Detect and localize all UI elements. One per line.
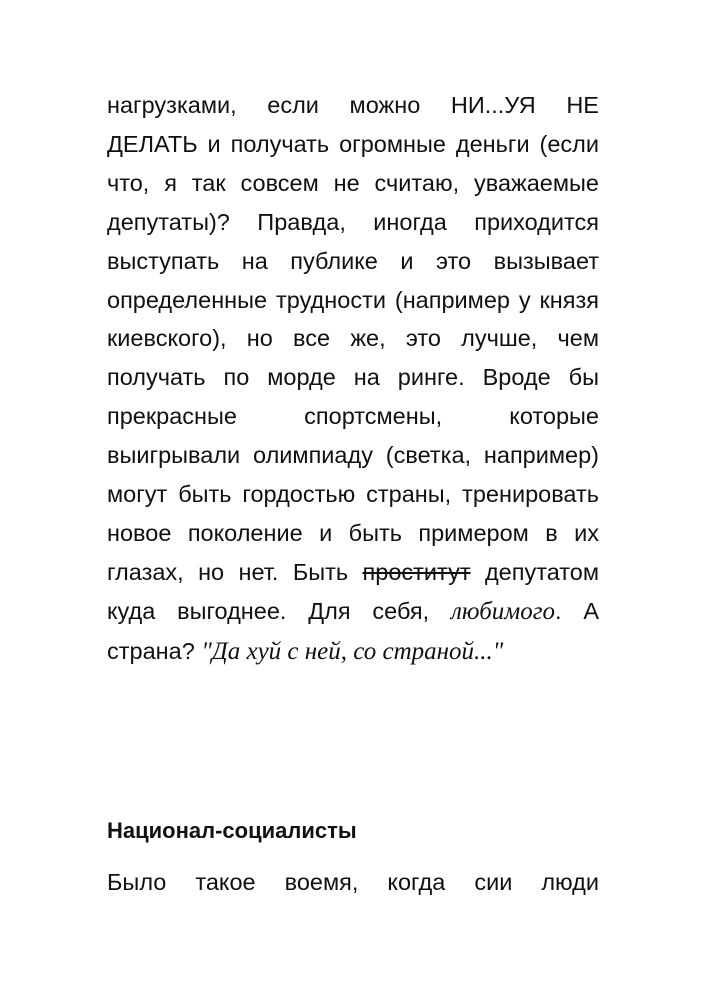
section-heading: Национал-социалисты (107, 818, 357, 843)
paragraph (107, 86, 599, 672)
italic-quote: "Да хуй с ней, со страной..." (201, 637, 504, 665)
paragraph: Было такое воемя, когда сии люди (107, 869, 599, 895)
paragraph-text: депутатом куда выгоднее. Для себя, (107, 558, 599, 624)
italic-word: любимого (451, 597, 555, 625)
document-body (107, 86, 599, 672)
strikethrough-word: проститут (362, 558, 471, 585)
paragraph-text: . А страна? (107, 597, 599, 664)
paragraph-text: нагрузками, если можно НИ...УЯ НЕ ДЕЛАТЬ и получать огромные деньги (если что, я так совсем не считаю, уважаемые депутаты)? Правда, иногда приходится выступать на публике и это вызывает определенные трудности (например у князя киевского), но все же, это лучше, чем получать по морде на ринге. Вроде бы прекрасные спортсмены, которые выигрывали олимпиаду (светка, например) могут быть гордостью страны, тренировать новое поколение и быть примером в их глазах, но нет. Быть (107, 92, 599, 585)
